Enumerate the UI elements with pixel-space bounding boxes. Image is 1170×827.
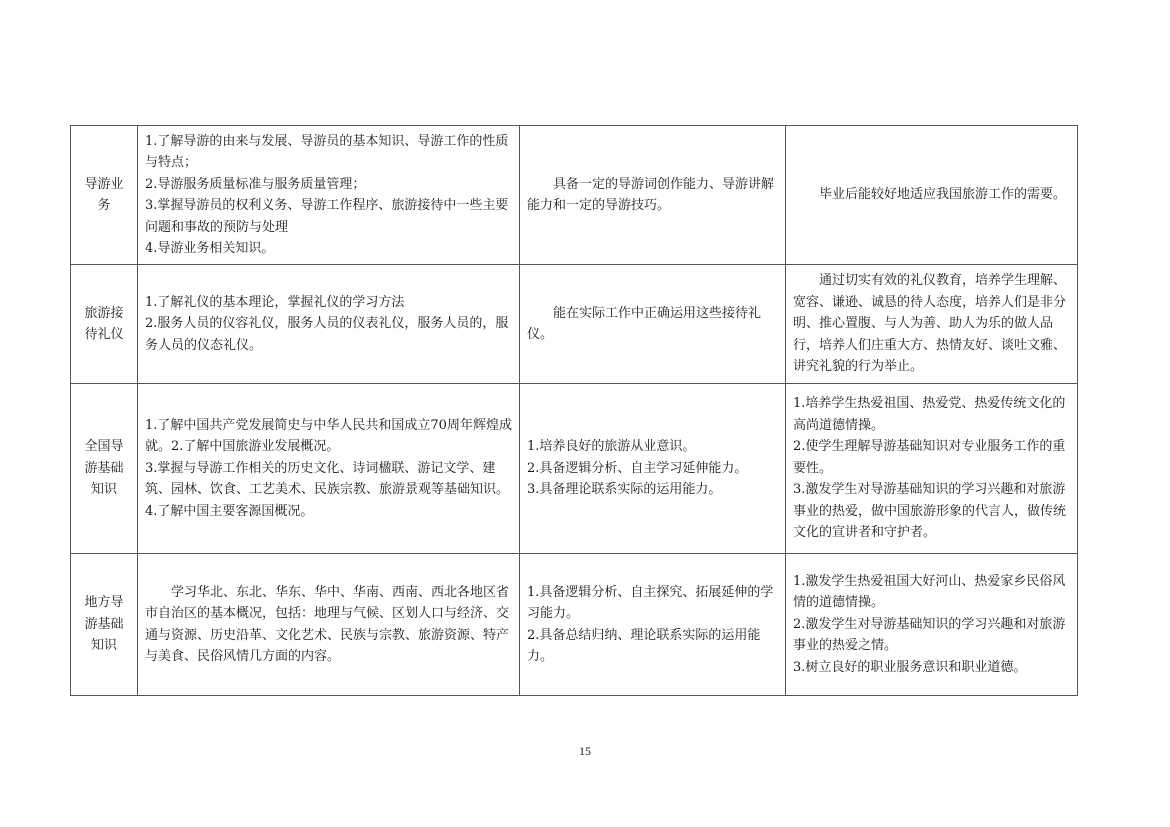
quality-cell [786,384,1078,554]
course-name-cell [71,384,138,554]
quality-item: 1.培养学生热爱祖国、热爱党、热爱传统文化的高尚道德情操。 [793,396,1066,433]
course-table [70,125,1078,696]
ability-cell [520,126,786,265]
quality-text: 通过切实有效的礼仪教育，培养学生理解、宽容、谦逊、诚恳的待人态度，培养人们是非分明、推心置腹、与人为善、助人为乐的做人品行，培养人们庄重大方、热情友好、谈吐文雅、讲究礼貌的行为举止。 [793,273,1067,375]
knowledge-cell [138,384,520,554]
quality-item: 2.使学生理解导游基础知识对专业服务工作的重要性。 [793,439,1066,476]
knowledge-item: 3.掌握导游员的权利义务、导游工作程序、旅游接待中一些主要问题和事故的预防与处理 [145,198,509,235]
knowledge-cell [138,126,520,265]
course-name: 地方导游基础知识 [84,595,124,654]
ability-item: 2.具备逻辑分析、自主学习延伸能力。 [527,460,748,476]
ability-text: 具备一定的导游词创作能力、导游讲解能力和一定的导游技巧。 [527,176,775,213]
quality-text: 毕业后能较好地适应我国旅游工作的需要。 [819,187,1067,203]
course-name-cell [71,554,138,696]
table-row [71,384,1078,554]
knowledge-text: 学习华北、东北、华东、华中、华南、西南、西北各地区省市自治区的基本概况，包括：地理与气候、区划人口与经济、交通与资源、历史沿革、文化艺术、民族与宗教、旅游资源、特产与美食、民俗风情几方面的内容。 [145,584,510,664]
knowledge-item: 2.服务人员的仪容礼仪，服务人员的仪表礼仪，服务人员的，服务人员的仪态礼仪。 [145,316,509,353]
ability-cell [520,265,786,384]
ability-item: 1.具备逻辑分析、自主探究、拓展延伸的学习能力。 [527,584,774,621]
knowledge-item: 3.掌握与导游工作相关的历史文化、诗词楹联、游记文学、建筑、园林、饮食、工艺美术、民族宗教、旅游景观等基础知识。 [145,460,510,498]
quality-item: 3.树立良好的职业服务意识和职业道德。 [793,659,1027,675]
ability-text: 能在实际工作中正确运用这些接待礼仪。 [527,305,762,342]
knowledge-item: 2.导游服务质量标准与服务质量管理； [145,176,366,192]
quality-cell [786,126,1078,265]
knowledge-item: 1.了解导游的由来与发展、导游员的基本知识、导游工作的性质与特点； [145,133,509,170]
quality-item: 1.激发学生热爱祖国大好河山、热爱家乡民俗风情的道德情操。 [793,573,1066,611]
knowledge-item: 1.了解中国共产党发展简史与中华人民共和国成立70周年辉煌成就。2.了解中国旅游业发展概况。 [145,417,512,455]
course-name-cell [71,126,138,265]
quality-item: 2.激发学生对导游基础知识的学习兴趣和对旅游事业的热爱之情。 [793,616,1066,654]
ability-item: 1.培养良好的旅游从业意识。 [527,439,696,455]
page-number: 15 [579,744,591,758]
knowledge-cell [138,554,520,696]
course-name-cell [71,265,138,384]
course-name: 旅游接待礼仪 [84,305,124,342]
ability-cell [520,554,786,696]
ability-item: 3.具备理论联系实际的运用能力。 [527,482,722,498]
knowledge-item: 4.了解中国主要客源国概况。 [145,503,314,519]
course-name: 全国导游基础知识 [84,439,124,498]
knowledge-item: 4.导游业务相关知识。 [145,241,275,256]
ability-item: 2.具备总结归纳、理论联系实际的运用能力。 [527,627,761,664]
quality-item: 3.激发学生对导游基础知识的学习兴趣和对旅游事业的热爱，做中国旅游形象的代言人，做传统文化的宣讲者和守护者。 [793,482,1067,541]
table-row [71,554,1078,696]
table-row [71,265,1078,384]
quality-cell [786,554,1078,696]
ability-cell [520,384,786,554]
course-name: 导游业务 [84,176,124,213]
knowledge-cell [138,265,520,384]
knowledge-item: 1.了解礼仪的基本理论，掌握礼仪的学习方法 [145,294,405,310]
table-row [71,126,1078,265]
quality-cell [786,265,1078,384]
